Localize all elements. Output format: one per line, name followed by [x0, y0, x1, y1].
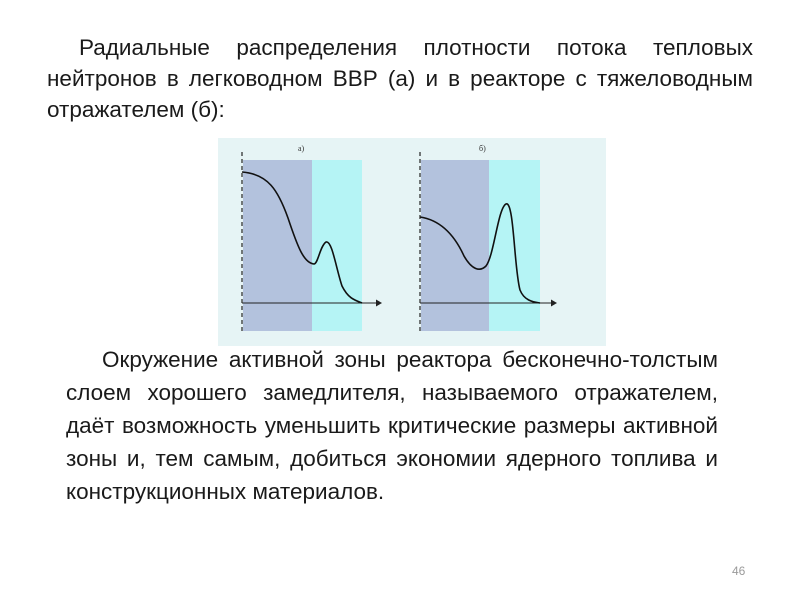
panel-b-label: б) [479, 144, 486, 153]
body-paragraph: Окружение активной зоны реактора бесконечно-толстым слоем хорошего замедлителя, называемого отражателем, даёт возможность уменьшить критические размеры активной зоны и, тем самым, добиться экономии ядерного топлива и конструкционных материалов. [66, 347, 718, 504]
heading-paragraph: Радиальные распределения плотности потока тепловых нейтронов в легководном ВВР (а) и в реакторе с тяжеловодным отражателем (б): [47, 35, 753, 122]
panel-a-reflector-region [312, 160, 362, 331]
panel-a-core-region [243, 160, 312, 331]
panel-a [242, 144, 382, 333]
panel-a-axis-arrow [376, 300, 382, 307]
panel-b [420, 144, 557, 333]
panel-b-core-region [421, 160, 489, 331]
neutron-flux-figure [218, 138, 606, 346]
panel-a-label: а) [298, 144, 305, 153]
page-number: 46 [732, 564, 746, 578]
figure-svg [218, 138, 606, 346]
panel-b-axis-arrow [551, 300, 557, 307]
